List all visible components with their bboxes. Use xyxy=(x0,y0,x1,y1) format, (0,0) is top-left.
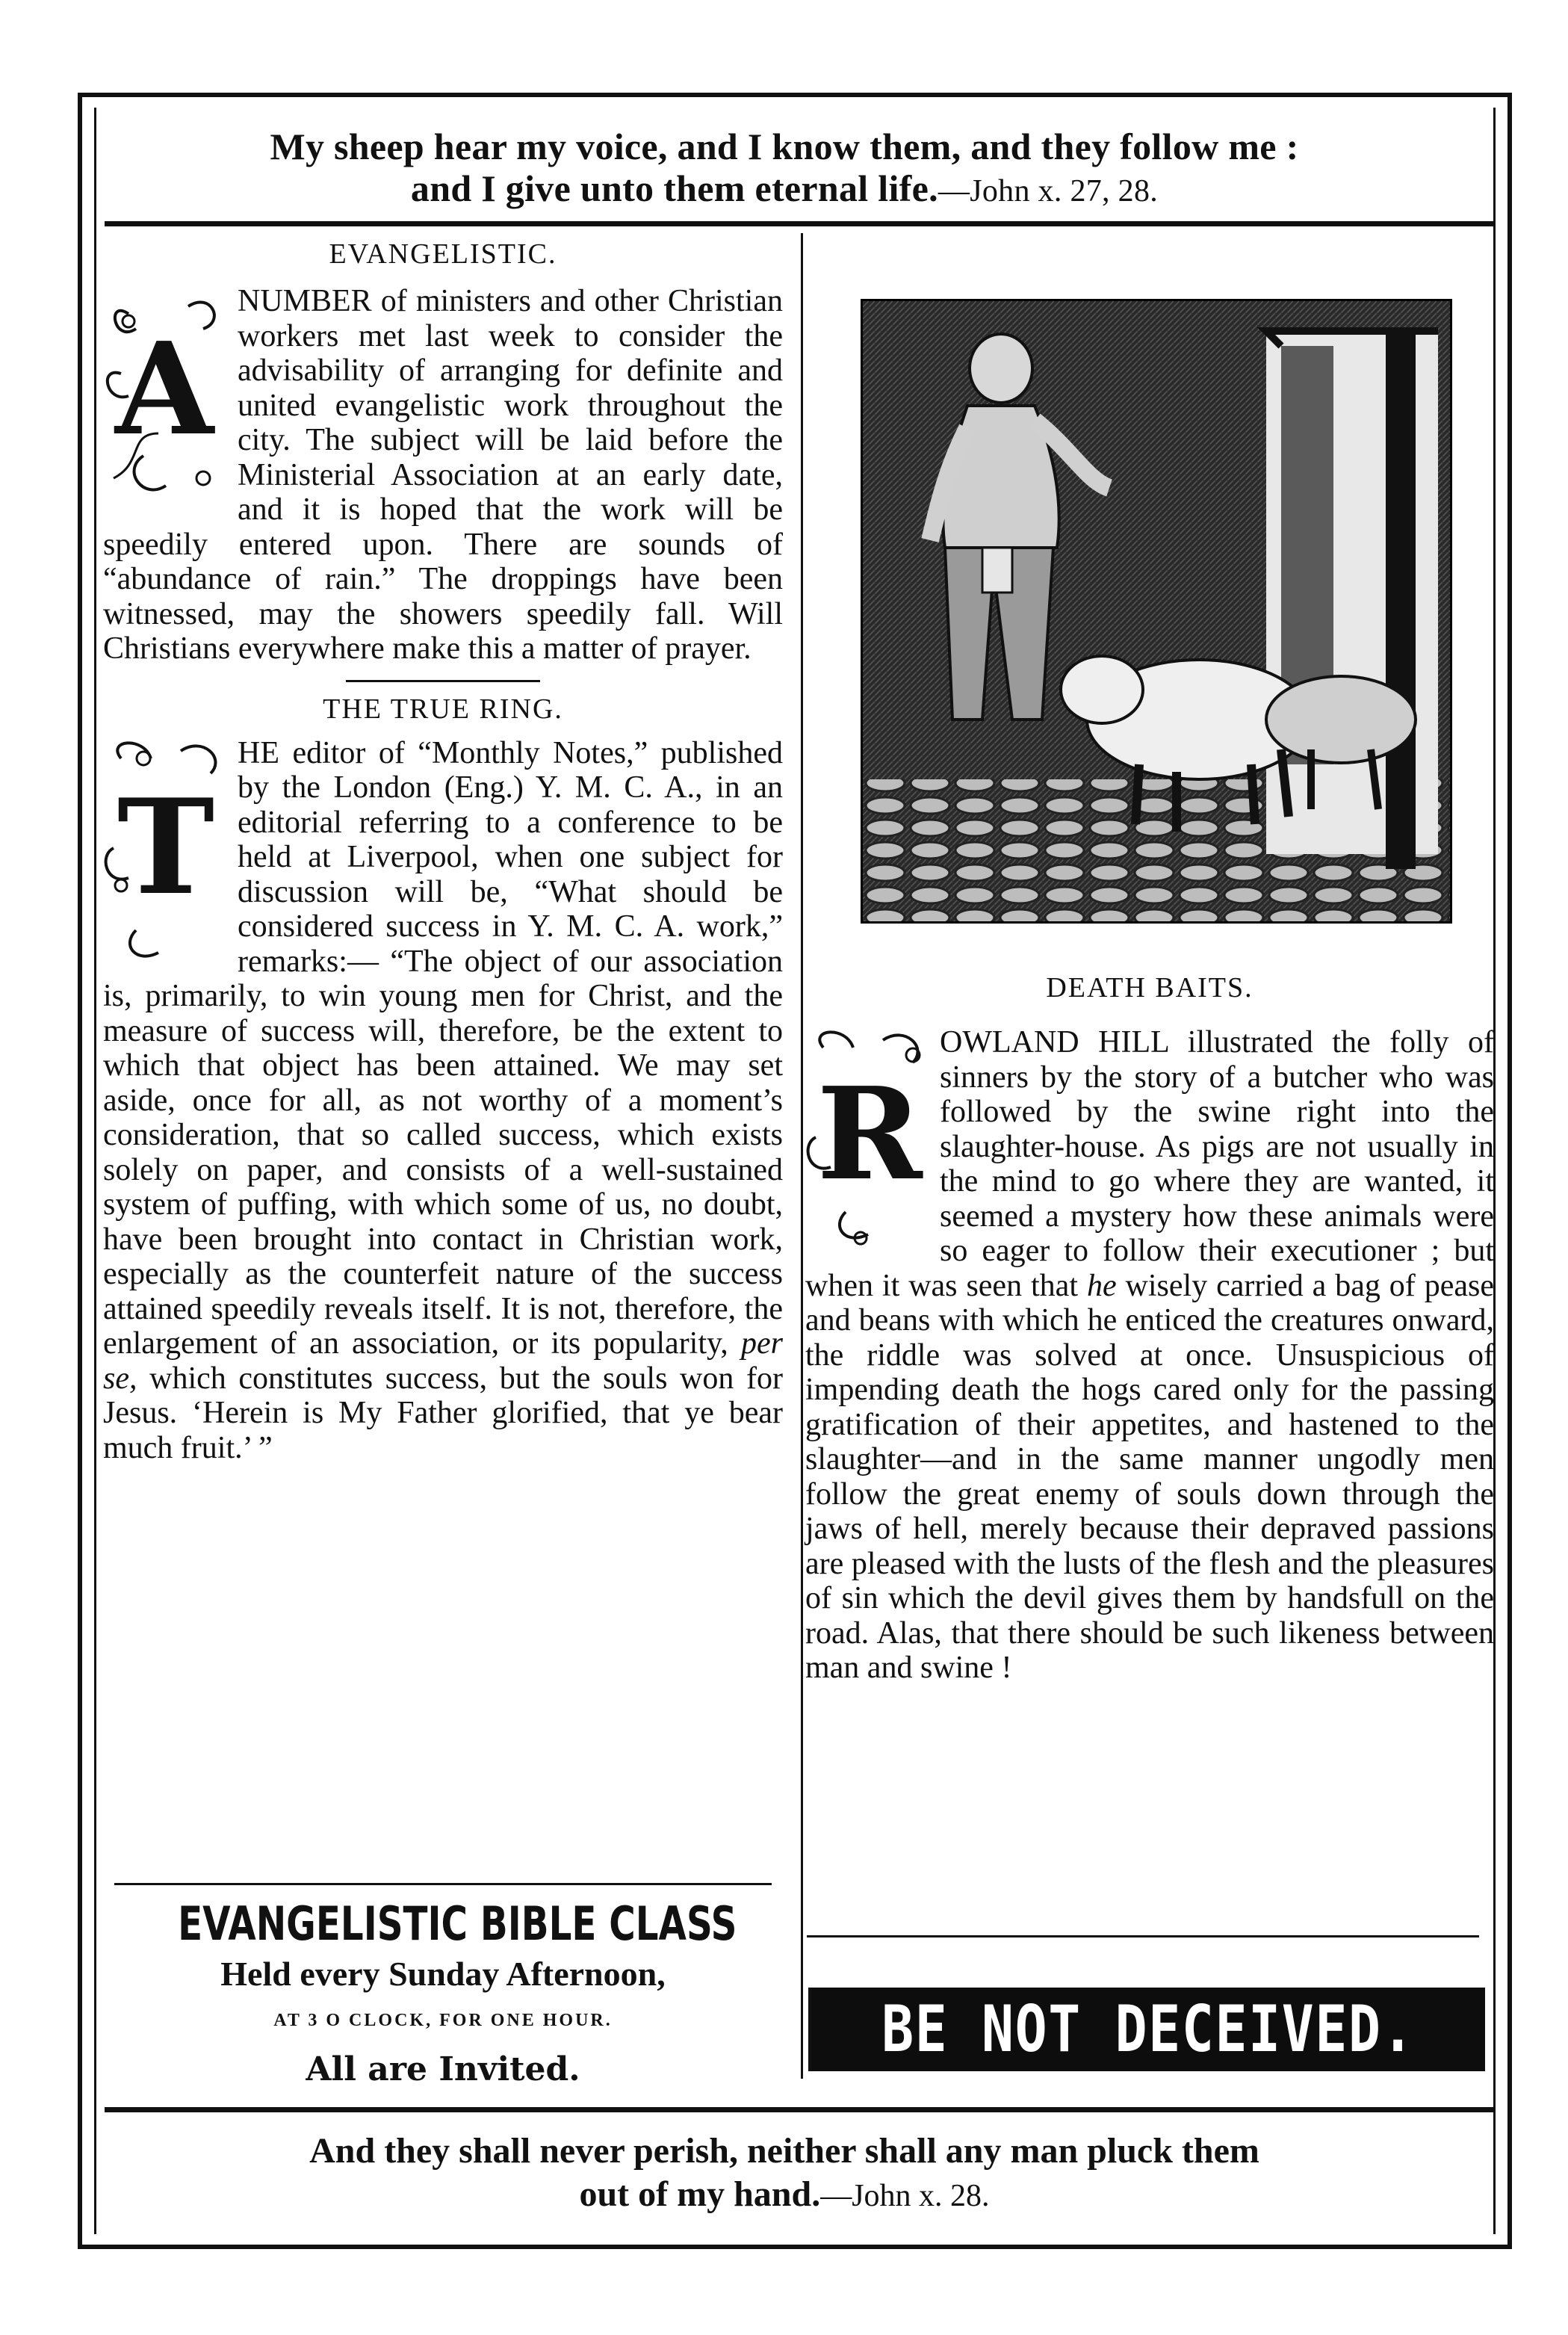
bottom-verse-line1: And they shall never perish, neither shall any man pluck them xyxy=(309,2131,1259,2171)
butcher-and-swine-engraving xyxy=(861,299,1452,924)
top-verse-line1: My sheep hear my voice, and I know them, and they follow me : xyxy=(270,126,1299,167)
death-baits-italic: he xyxy=(1086,1268,1117,1303)
bottom-verse-text: out of my hand. xyxy=(579,2174,821,2214)
death-baits-body-end: wisely carried a bag of pease and beans with which he enticed the creatures onward, the riddle was solved at once. Unsuspicious of impending death the hogs cared only for the passing gratification of their appetites, and hastened to the slaughter—and in the same manner ungodly men follow the great enemy of souls down through the jaws of hell, merely because their depraved passions are pleased with the lusts of the flesh and the pleasures of sin which the devil gives them by handsfull on the road. Alas, that there should be such likeness between man and swine ! xyxy=(805,1268,1494,1685)
true-ring-italic: per se, xyxy=(103,1326,783,1396)
true-ring-heading: THE TRUE RING. xyxy=(323,693,563,725)
ornamental-dropcap-a xyxy=(99,284,230,505)
bottom-verse xyxy=(97,2130,1472,2218)
bottom-verse-line2 xyxy=(97,2173,1472,2218)
bible-class-schedule: Held every Sunday Afternoon, xyxy=(220,1955,666,1993)
evangelistic-article xyxy=(103,284,783,667)
right-column-rule xyxy=(807,1935,1479,1937)
bible-class-invite: All are Invited. xyxy=(306,2050,580,2088)
banner-text: BE NOT DECEIVED. xyxy=(881,1992,1416,2067)
death-baits-heading: DEATH BAITS. xyxy=(1046,972,1254,1003)
bottom-verse-reference: —John x. 28. xyxy=(820,2179,990,2213)
bible-class-title: EVANGELISTIC BIBLE CLASS xyxy=(178,1896,737,1951)
true-ring-body-text: HE editor of “Monthly Notes,” published by the London (Eng.) Y. M. C. A., in an editorial referring to a conference to be held at Liverpool, when one subject for discussion will be, “What should be considered success in Y. M. C. A. work,” remarks:— “The object of our association is, primarily, to win young men for Christ, and the measure of success will, therefore, be the extent to which that object has been attained. We may set aside, once for all, as not worthy of a moment’s consideration, that so called success, which exists solely on paper, and consists of a well-sustained system of puffing, with which some of us, no doubt, have been brought into contact in Christian work, especially as the counterfeit nature of the success attained speedily reveals itself. It is not, therefore, the enlargement of an association, or its popularity, xyxy=(103,735,783,1361)
dropcap-r-letter: R xyxy=(816,1060,923,1209)
true-ring-article xyxy=(103,736,783,1466)
evangelistic-heading: EVANGELISTIC. xyxy=(329,238,557,270)
bible-class-notice xyxy=(103,1883,783,2088)
top-divider-rule xyxy=(105,221,1494,226)
be-not-deceived-banner xyxy=(808,1988,1485,2071)
bible-class-time: AT 3 O CLOCK, FOR ONE HOUR. xyxy=(273,2011,613,2030)
bottom-divider-rule xyxy=(105,2107,1494,2112)
death-baits-article xyxy=(805,1025,1494,1686)
evangelistic-body: NUMBER of ministers and other Christian workers met last week to consider the advisability of arranging for definite and united evangelistic work throughout the city. The subject will be laid before the Ministerial Association at an early date, and it is hoped that the work will be speedily entered upon. There are sounds of “abundance of rain.” The droppings have been witnessed, may the showers speedily fall. Will Christians everywhere make this a matter of prayer. xyxy=(103,284,783,666)
right-column xyxy=(805,971,1494,1686)
notice-rule xyxy=(114,1883,772,1885)
top-verse-line2 xyxy=(97,167,1472,212)
true-ring-body-end: which constitutes success, but the souls won for Jesus. ‘Herein is My Father glorified, that ye bear much fruit.’ ” xyxy=(103,1361,783,1465)
section-rule xyxy=(346,680,540,682)
dropcap-a-letter: A xyxy=(115,315,214,464)
top-verse-reference: —John x. 27, 28. xyxy=(938,174,1159,208)
dropcap-t-letter: T xyxy=(117,770,215,924)
death-baits-body-start: OWLAND HILL illustrated the folly of sinners by the story of a butcher who was followed by the swine right into the slaughter-house. As pigs are not usually in the mind to go where they are wanted, it seemed a mystery how these animals were so eager to follow their executioner ; but when it was seen that xyxy=(805,1025,1494,1303)
top-verse xyxy=(97,126,1472,212)
ornamental-dropcap-t xyxy=(99,736,230,968)
left-column xyxy=(103,238,783,1465)
top-verse-text: and I give unto them eternal life. xyxy=(410,167,938,209)
ornamental-dropcap-r xyxy=(801,1025,932,1249)
